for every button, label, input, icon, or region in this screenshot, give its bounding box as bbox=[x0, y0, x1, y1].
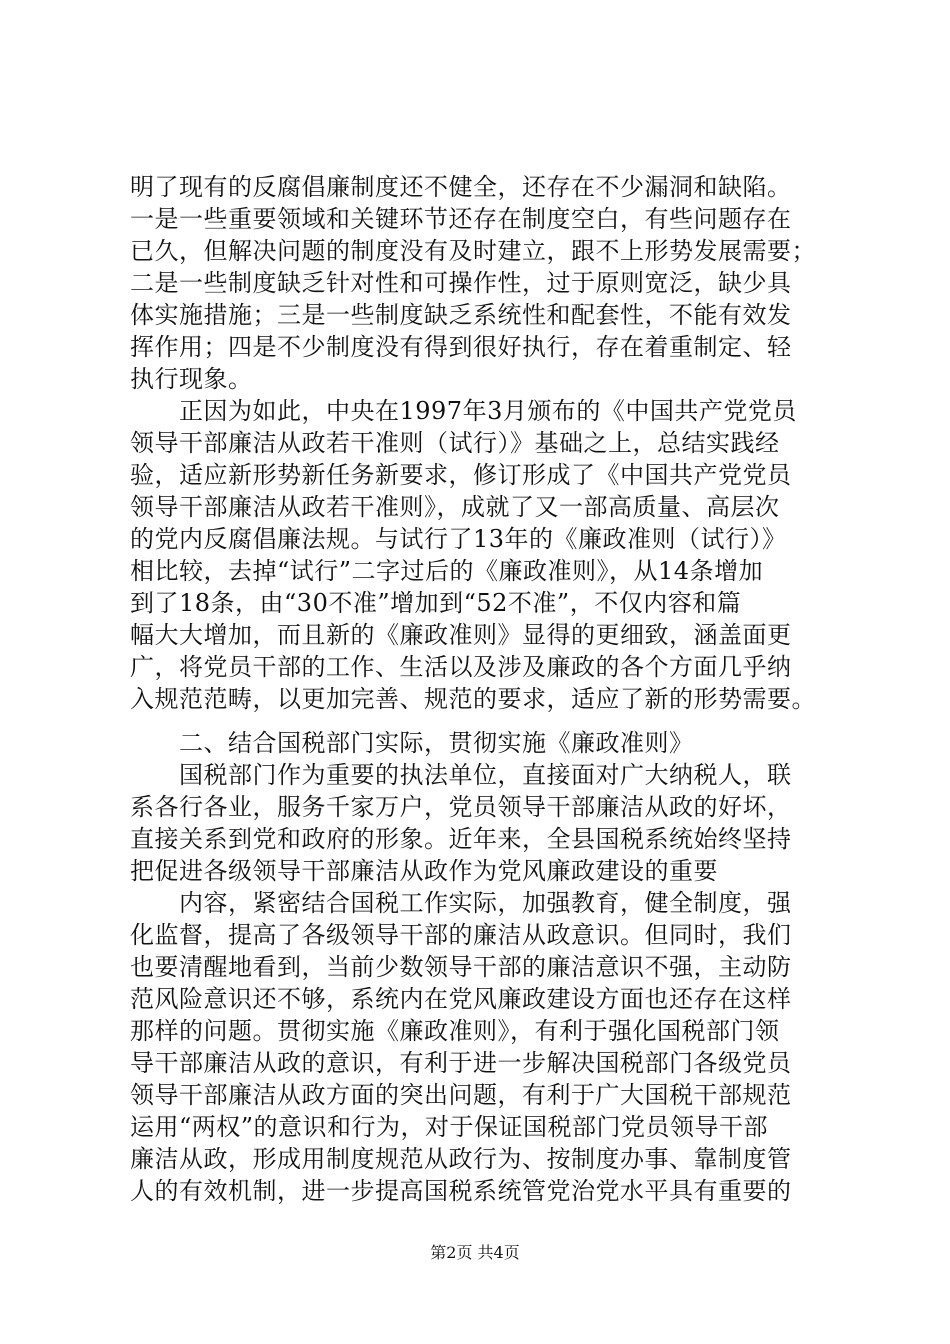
text-line: 已久，但解决问题的制度没有及时建立，跟不上形势发展需要； bbox=[130, 237, 816, 265]
text-line: 领导干部廉洁从政方面的突出问题，有利于广大国税干部规范 bbox=[130, 1081, 792, 1109]
text-line: 一是一些重要领域和关键环节还存在制度空白，有些问题存在 bbox=[130, 205, 792, 233]
text-line: 国税部门作为重要的执法单位，直接面对广大纳税人，联 bbox=[130, 761, 792, 789]
text-line: 运用“两权”的意识和行为，对于保证国税部门党员领导干部 bbox=[130, 1113, 769, 1141]
text-line: 直接关系到党和政府的形象。近年来，全县国税系统始终坚持 bbox=[130, 825, 792, 853]
text-line: 领导干部廉洁从政若干准则》，成就了又一部高质量、高层次 bbox=[130, 493, 780, 521]
text-line: 导干部廉洁从政的意识，有利于进一步解决国税部门各级党员 bbox=[130, 1049, 792, 1077]
text-line: 化监督，提高了各级领导干部的廉洁从政意识。但同时，我们 bbox=[130, 921, 792, 949]
section-heading: 二、结合国税部门实际，贯彻实施《廉政准则》 bbox=[130, 729, 694, 757]
text-line: 也要清醒地看到，当前少数领导干部的廉洁意识不强，主动防 bbox=[130, 953, 792, 981]
text-line: 领导干部廉洁从政若干准则（试行）》基础之上，总结实践经 bbox=[130, 429, 780, 457]
text-line: 入规范范畴，以更加完善、规范的要求，适应了新的形势需要。 bbox=[130, 685, 816, 713]
page-footer: 第2页 共4页 bbox=[430, 1243, 520, 1262]
text-line: 人的有效机制，进一步提高国税系统管党治党水平具有重要的 bbox=[130, 1177, 792, 1205]
text-line: 那样的问题。贯彻实施《廉政准则》，有利于强化国税部门领 bbox=[130, 1017, 780, 1045]
text-line: 范风险意识还不够，系统内在党风廉政建设方面也还存在这样 bbox=[130, 985, 792, 1013]
text-line: 挥作用；四是不少制度没有得到很好执行，存在着重制定、轻 bbox=[130, 333, 792, 361]
text-line: 到了18条，由“30不准”增加到“52不准”，不仅内容和篇 bbox=[130, 589, 742, 617]
text-line: 的党内反腐倡廉法规。与试行了13年的《廉政准则（试行）》 bbox=[130, 525, 787, 553]
text-line: 内容，紧密结合国税工作实际，加强教育，健全制度，强 bbox=[130, 889, 792, 917]
text-line: 把促进各级领导干部廉洁从政作为党风廉政建设的重要 bbox=[130, 857, 718, 885]
text-line: 验，适应新形势新任务新要求，修订形成了《中国共产党党员 bbox=[130, 461, 792, 489]
text-line: 幅大大增加，而且新的《廉政准则》显得的更细致，涵盖面更 bbox=[130, 621, 792, 649]
text-line: 廉洁从政，形成用制度规范从政行为、按制度办事、靠制度管 bbox=[130, 1145, 792, 1173]
text-line: 相比较，去掉“试行”二字过后的《廉政准则》，从14条增加 bbox=[130, 557, 764, 585]
text-line: 正因为如此，中央在1997年3月颁布的《中国共产党党员 bbox=[130, 397, 797, 425]
text-block-top bbox=[130, 171, 830, 715]
text-line: 系各行各业，服务千家万户，党员领导干部廉洁从政的好坏， bbox=[130, 793, 792, 821]
text-line: 广，将党员干部的工作、生活以及涉及廉政的各个方面几乎纳 bbox=[130, 653, 792, 681]
text-line: 体实施措施；三是一些制度缺乏系统性和配套性，不能有效发 bbox=[130, 301, 792, 329]
text-line: 二是一些制度缺乏针对性和可操作性，过于原则宽泛，缺少具 bbox=[130, 269, 792, 297]
text-block-bottom bbox=[130, 727, 830, 1207]
text-line: 执行现象。 bbox=[130, 365, 253, 393]
text-line: 明了现有的反腐倡廉制度还不健全，还存在不少漏洞和缺陷。 bbox=[130, 173, 792, 201]
